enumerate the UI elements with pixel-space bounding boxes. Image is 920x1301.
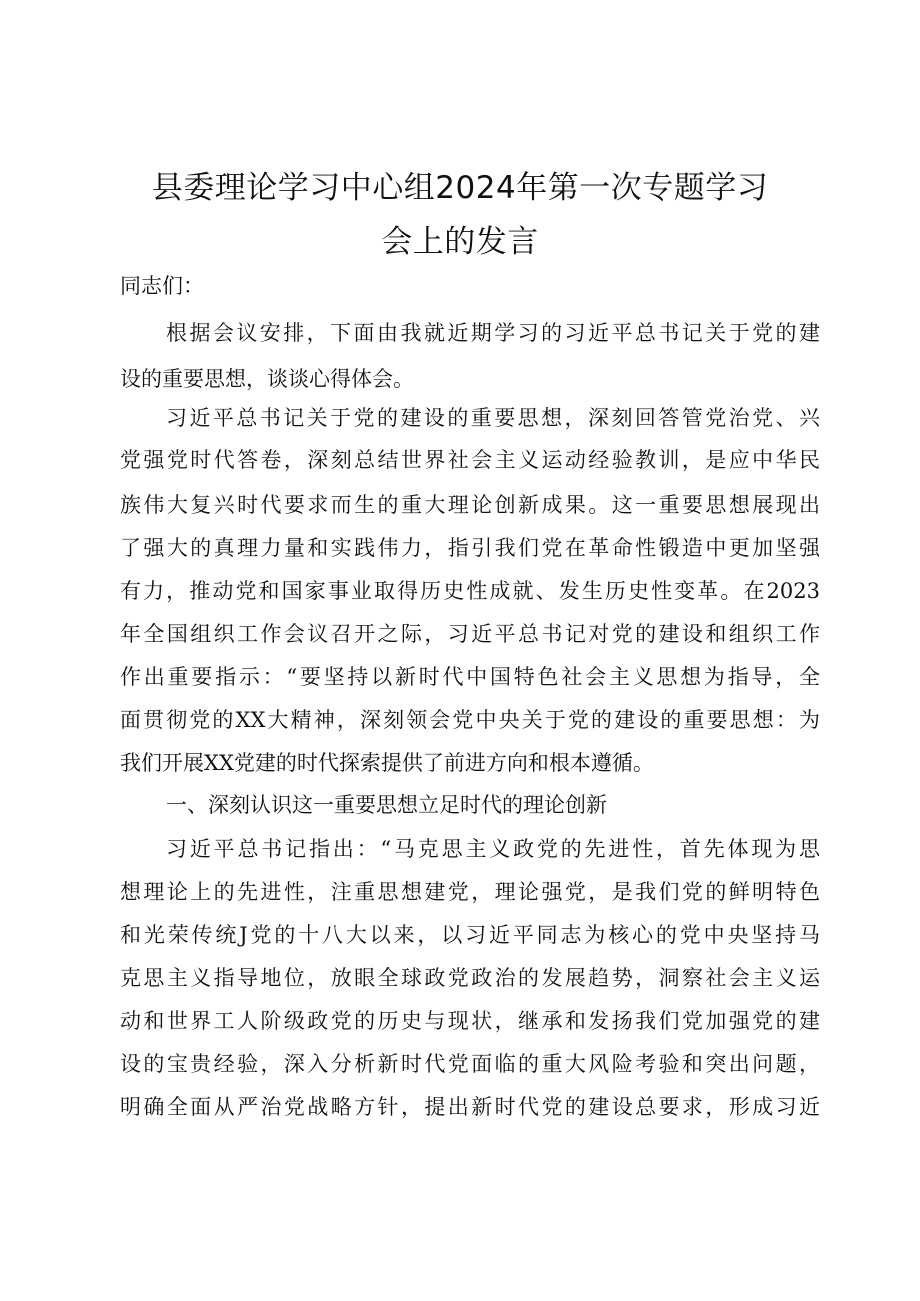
paragraph-line: 习近平总书记关于党的建设的重要思想，深刻回答管党治党、兴 — [166, 406, 820, 430]
section-heading: 一、深刻认识这一重要思想立足时代的理论创新 — [166, 793, 607, 817]
paragraph-line: 克思主义指导地位，放眼全球政党政治的发展趋势，洞察社会主义运 — [120, 966, 820, 990]
salutation: 同志们： — [120, 274, 204, 298]
paragraph-line: 根据会议安排，下面由我就近期学习的习近平总书记关于党的建 — [166, 321, 820, 345]
paragraph-line: 明确全面从严治党战略方针，提出新时代党的建设总要求，形成习近 — [120, 1095, 820, 1119]
paragraph-line: 和光荣传统J党的十八大以来，以习近平同志为核心的党中央坚持马 — [120, 923, 820, 947]
paragraph-line: 族伟大复兴时代要求而生的重大理论创新成果。这一重要思想展现出 — [120, 493, 820, 517]
paragraph-line: 设的重要思想，谈谈心得体会。 — [120, 367, 414, 391]
paragraph-line: 动和世界工人阶级政党的历史与现状，继承和发扬我们党加强党的建 — [120, 1009, 820, 1033]
document-title-line-2: 会上的发言 — [381, 224, 539, 260]
paragraph-line: 习近平总书记指出：“马克思主义政党的先进性，首先体现为思 — [166, 837, 820, 861]
paragraph-line: 我们开展XX党建的时代探索提供了前进方向和根本遵循。 — [120, 751, 654, 775]
paragraph-line: 有力，推动党和国家事业取得历史性成就、发生历史性变革。在2023 — [120, 579, 820, 603]
paragraph-line: 面贯彻党的XX大精神，深刻领会党中央关于党的建设的重要思想：为 — [120, 708, 820, 732]
document-title-line-1: 县委理论学习中心组2024年第一次专题学习 — [151, 170, 769, 206]
paragraph-line: 年全国组织工作会议召开之际，习近平总书记对党的建设和组织工作 — [120, 622, 820, 646]
paragraph-line: 了强大的真理力量和实践伟力，指引我们党在革命性锻造中更加坚强 — [120, 536, 820, 560]
paragraph-line: 作出重要指示：“要坚持以新时代中国特色社会主义思想为指导，全 — [120, 665, 820, 689]
paragraph-line: 党强党时代答卷，深刻总结世界社会主义运动经验教训，是应中华民 — [120, 448, 820, 472]
paragraph-line: 设的宝贵经验，深入分析新时代党面临的重大风险考验和突出问题， — [120, 1052, 820, 1076]
paragraph-line: 想理论上的先进性，注重思想建党，理论强党，是我们党的鲜明特色 — [120, 880, 820, 904]
